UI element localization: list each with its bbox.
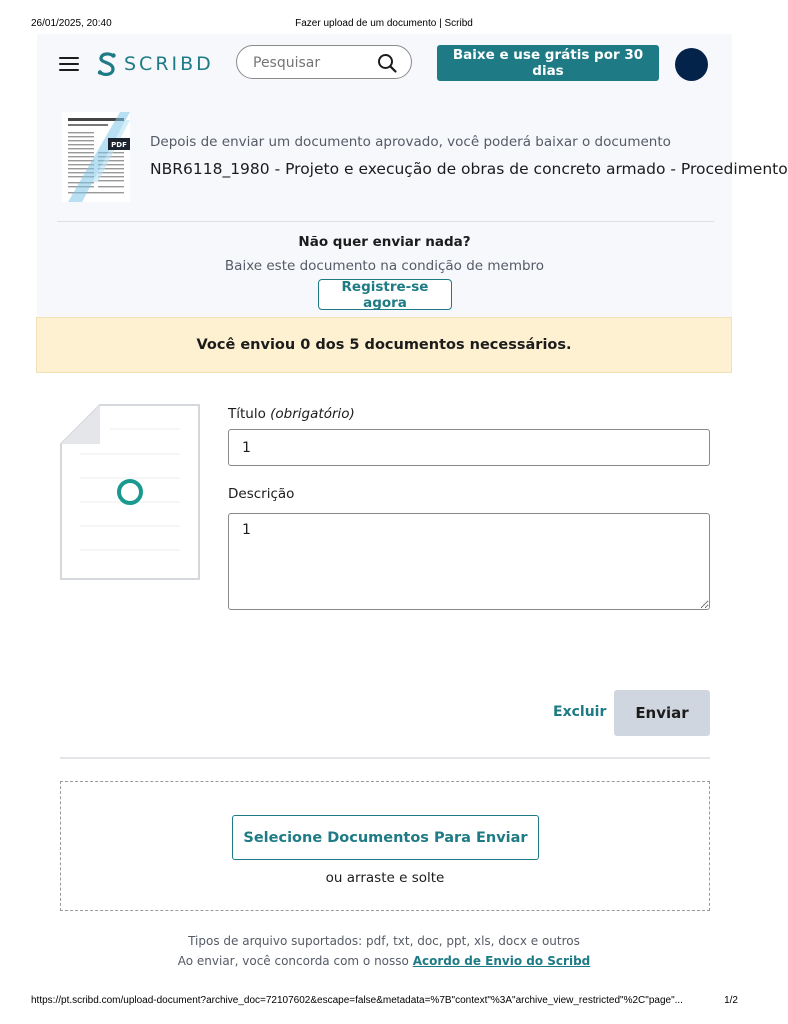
document-preview	[60, 404, 200, 580]
document-title: NBR6118_1980 - Projeto e execução de obras de concreto armado - Procedimento	[150, 160, 788, 178]
menu-icon[interactable]	[59, 56, 79, 72]
document-info-panel	[37, 94, 788, 317]
drag-drop-text: ou arraste e solte	[325, 870, 445, 886]
description-label: Descrição	[228, 486, 295, 502]
upload-progress-banner	[36, 317, 732, 373]
title-input[interactable]	[228, 429, 710, 466]
select-documents-button[interactable]: Selecione Documentos Para Enviar	[232, 815, 539, 860]
no-upload-heading: Não quer enviar nada?	[298, 234, 471, 250]
scribd-logo-icon	[96, 51, 118, 77]
title-label-text: Título	[228, 406, 266, 422]
logo-wordmark: SCRIBD	[124, 53, 214, 75]
avatar[interactable]	[675, 48, 708, 81]
search-icon[interactable]	[377, 53, 397, 73]
search-box[interactable]	[236, 45, 412, 79]
title-label	[228, 406, 355, 422]
upload-progress-message: Você enviou 0 dos 5 documentos necessários.	[196, 337, 572, 353]
no-upload-subtitle: Baixe este documento na condição de membro	[224, 258, 545, 274]
delete-button[interactable]: Excluir	[553, 704, 607, 720]
register-button[interactable]: Registre-se agora	[318, 279, 452, 310]
free-trial-button[interactable]: Baixe e use grátis por 30 dias	[437, 45, 659, 81]
divider	[57, 221, 714, 222]
print-page-number: 1/2	[724, 995, 738, 1006]
print-datetime: 26/01/2025, 20:40	[31, 18, 112, 29]
section-divider	[60, 757, 710, 759]
document-thumbnail	[62, 112, 130, 202]
title-required-text: (obrigatório)	[270, 406, 355, 422]
print-page-title: Fazer upload de um documento | Scribd	[295, 18, 473, 29]
agreement-prefix: Ao enviar, você concorda com o nosso	[177, 954, 413, 968]
upload-agreement-link[interactable]: Acordo de Envio do Scribd	[412, 954, 591, 968]
scribd-logo[interactable]	[96, 51, 214, 77]
file-dropzone[interactable]	[60, 781, 710, 911]
supported-file-types: Tipos de arquivo suportados: pdf, txt, doc, ppt, xls, docx e outros	[188, 934, 580, 948]
site-header	[37, 34, 732, 94]
search-input[interactable]	[251, 52, 375, 74]
thumbnail-pdf-badge: PDF	[111, 141, 127, 149]
print-url: https://pt.scribd.com/upload-document?archive_doc=72107602&escape=false&metadata=%7B"context"%3A"archive_view_restricted"%2C"page"...	[31, 995, 683, 1006]
description-input[interactable]	[228, 513, 710, 610]
download-note: Depois de enviar um documento aprovado, você poderá baixar o documento	[150, 134, 671, 150]
send-button[interactable]: Enviar	[614, 690, 710, 736]
agreement-text	[0, 954, 768, 968]
